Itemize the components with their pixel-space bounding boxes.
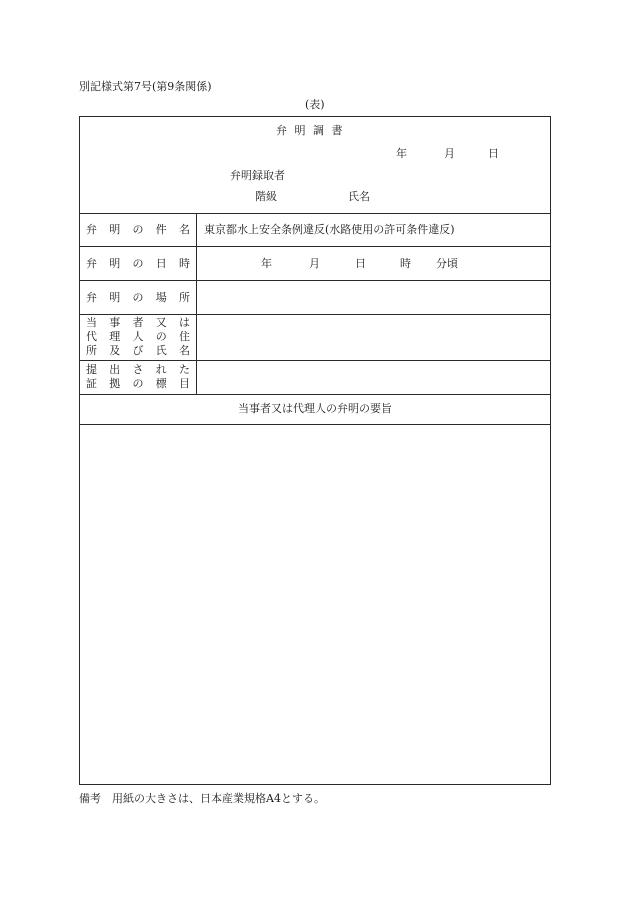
statement-summary-heading: 当事者又は代理人の弁明の要旨	[238, 402, 392, 415]
rule-case-bottom	[80, 246, 550, 247]
datetime-month: 月	[309, 257, 320, 270]
statement-datetime-label: 弁 明 の 日 時	[86, 257, 190, 270]
case-name-label: 弁 明 の 件 名	[86, 223, 190, 236]
rule-datetime-bottom	[80, 280, 550, 281]
datetime-hour: 時	[400, 257, 411, 270]
datetime-minute: 分頃	[436, 257, 458, 270]
statement-summary-area	[80, 425, 550, 784]
rule-place-bottom	[80, 314, 550, 315]
party-label-line: 代 理 人 の 住	[86, 330, 190, 343]
document-title: 弁 明 調 書	[276, 124, 345, 137]
case-name-value: 東京都水上安全条例違反(水路使用の許可条件違反)	[204, 223, 455, 236]
date-year-label: 年	[396, 147, 407, 160]
rule-party-bottom	[80, 360, 550, 361]
datetime-day: 日	[355, 257, 366, 270]
front-side-label: (表)	[305, 98, 325, 111]
statement-form-frame	[79, 116, 551, 785]
footer-remark: 備考 用紙の大きさは、日本産業規格A4とする。	[79, 792, 325, 805]
evidence-label-line: 証 拠 の 標 目	[86, 377, 190, 390]
party-label-line: 所 及 び 氏 名	[86, 344, 190, 357]
recorder-label: 弁明録取者	[230, 169, 285, 182]
evidence-label-line: 提 出 さ れ た	[86, 363, 190, 376]
officer-name-label: 氏名	[348, 190, 370, 203]
statement-place-label: 弁 明 の 場 所	[86, 291, 190, 304]
rank-label: 階級	[255, 190, 277, 203]
party-label-line: 当 事 者 又 は	[86, 316, 190, 329]
label-column-divider	[196, 213, 197, 394]
date-day-label: 日	[488, 147, 499, 160]
form-number-label: 別記様式第7号(第9条関係)	[79, 80, 212, 93]
rule-evidence-bottom	[80, 394, 550, 395]
party-address-name-label	[86, 316, 190, 358]
date-month-label: 月	[444, 147, 455, 160]
submitted-evidence-label	[86, 363, 190, 391]
rule-header-bottom	[80, 213, 550, 214]
datetime-year: 年	[261, 257, 272, 270]
